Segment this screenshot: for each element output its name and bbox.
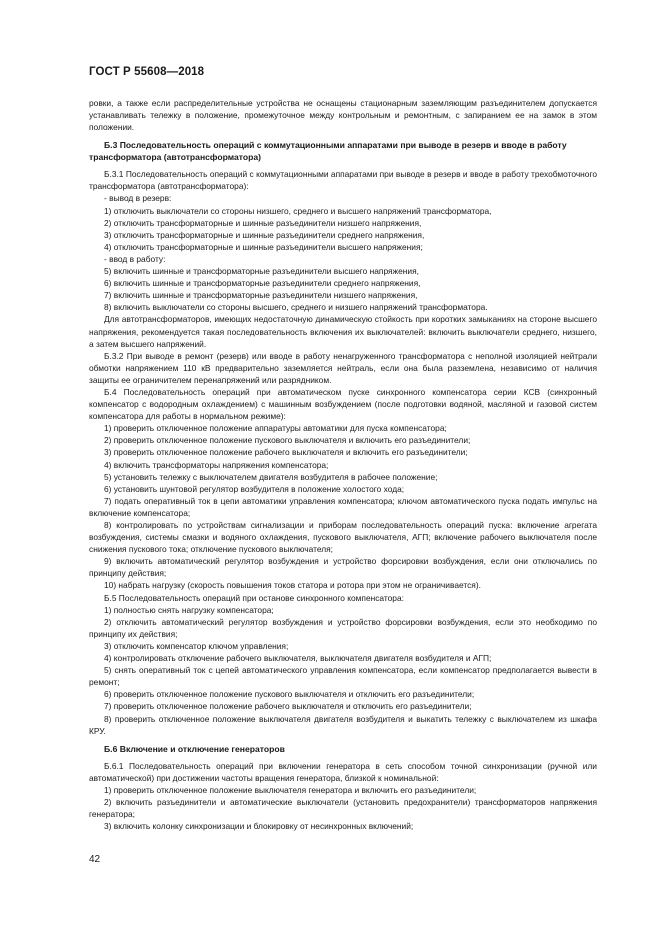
paragraph: 7) проверить отключенное положение рабочего выключателя и отключить его разъединители; [104, 701, 472, 712]
paragraph: 3) включить колонку синхронизации и блокировку от несинхронных включений; [104, 821, 414, 832]
paragraph: Б.6.1 Последовательность операций при включении генератора в сеть способом точной синхронизации (ручной или автоматической) при достижении частоты вращения генератора, близкой к номинальной: [89, 760, 597, 783]
paragraph: Б.4 Последовательность операций при автоматическом пуске синхронного компенсатора серии КСВ (синхронный компенсатор с водородным охлаждением) с машинным возбуждением (после подготовки водяной, масляной и газовой систем компенсатора для работы в нормальном режиме): [89, 386, 597, 422]
paragraph: Б.3.1 Последовательность операций с коммутационными аппаратами при выводе в резерв и вводе в работу трехобмоточного трансформатора (автотрансформатора): [89, 169, 597, 192]
paragraph: 4) включить трансформаторы напряжения компенсатора; [104, 459, 329, 470]
paragraph: 7) включить шинные и трансформаторные разъединители низшего напряжения, [104, 290, 418, 301]
paragraph: 5) снять оперативный ток с цепей автоматического управления компенсатора, если компенсатор предполагается вывести в ремонт; [89, 665, 597, 688]
paragraph: 9) включить автоматический регулятор возбуждения и устройство форсировки возбуждения, если они отключались по принципу действия; [89, 556, 597, 579]
paragraph: Б.5 Последовательность операций при останове синхронного компенсатора: [104, 592, 404, 603]
section-heading: Б.6 Включение и отключение генераторов [104, 743, 285, 754]
paragraph: 4) отключить трансформаторные и шинные разъединители высшего напряжения; [104, 241, 423, 252]
paragraph: 1) отключить выключатели со стороны низшего, среднего и высшего напряжений трансформатора, [104, 205, 492, 216]
paragraph: 1) проверить отключенное положение выключателя генератора и включить его разъединители; [104, 784, 477, 795]
paragraph: ровки, а также если распределительные устройства не оснащены стационарным заземляющим разъединителем допускается устанавливать тележку в положение, промежуточное между контрольным и ремонтным, с запиранием ее на замок в этом положении. [89, 98, 597, 133]
section-heading: Б.3 Последовательность операций с коммутационными аппаратами при выводе в резерв и вводе в работу трансформатора (автотрансформатора) [89, 140, 567, 163]
paragraph: 6) установить шунтовой регулятор возбудителя в положение холостого хода; [104, 483, 405, 494]
paragraph: Для автотрансформаторов, имеющих недостаточную динамическую стойкость при коротких замыканиях на стороне высшего напряжения, рекомендуется такая последовательность включения их выключателей: включить выключатели среднего, низшего, а затем высшего напряжений. [89, 314, 597, 349]
paragraph: 4) контролировать отключение рабочего выключателя, выключателя двигателя возбудителя и АГП; [104, 653, 492, 664]
paragraph: 1) проверить отключенное положение аппаратуры автоматики для пуска компенсатора; [104, 423, 447, 434]
paragraph: - вывод в резерв: [104, 193, 172, 204]
paragraph: 5) установить тележку с выключателем двигателя возбудителя в рабочее положение; [104, 471, 438, 482]
paragraph: 3) отключить трансформаторные и шинные разъединители среднего напряжения, [104, 229, 425, 240]
page-number: 42 [89, 854, 101, 865]
paragraph: 2) включить разъединители и автоматические выключатели (установить предохранители) трансформаторов напряжения генератора; [89, 796, 597, 820]
paragraph: 8) контролировать по устройствам сигнализации и приборам последовательность операций пуска: включение агрегата возбуждения, системы смазки и водяного охлаждения, пускового выключателя, АГП; включение рабочего выключателя после снижения пускового тока; отключение пускового выключателя; [89, 520, 597, 555]
paragraph: 2) отключить автоматический регулятор возбуждения и устройство форсировки возбуждения, если это необходимо по принципу их действия; [89, 616, 597, 639]
paragraph: 3) проверить отключенное положение рабочего выключателя и включить его разъединители; [104, 447, 468, 458]
paragraph: 3) отключить компенсатор ключом управления; [104, 640, 289, 651]
paragraph: 10) набрать нагрузку (скорость повышения токов статора и ротора при этом не ограничивается). [104, 580, 481, 591]
paragraph: Б.3.2 При выводе в ремонт (резерв) или вводе в работу ненагруженного трансформатора с неполной изоляцией нейтрали обмотки напряжением 110 кВ предварительно заземляется нейтраль, если она была разземлена, независимо от наличия защиты ее ограничителем перенапряжений или разрядником. [89, 350, 597, 385]
paragraph: 6) проверить отключенное положение пускового выключателя и отключить его разъединители; [104, 689, 475, 700]
paragraph: 1) полностью снять нагрузку компенсатора; [104, 604, 274, 615]
document-body [89, 97, 597, 832]
paragraph: 2) отключить трансформаторные и шинные разъединители низшего напряжения, [104, 217, 422, 228]
document-header: ГОСТ Р 55608—2018 [89, 66, 205, 78]
paragraph: 8) проверить отключенное положение выключателя двигателя возбудителя и выкатить тележку с выключателем из шкафа КРУ. [89, 713, 597, 736]
paragraph: 6) включить шинные и трансформаторные разъединители среднего напряжения, [104, 278, 421, 289]
paragraph: 2) проверить отключенное положение пускового выключателя и включить его разъединители; [104, 435, 471, 446]
paragraph: 5) включить шинные и трансформаторные разъединители высшего напряжения, [104, 266, 419, 277]
paragraph: 7) подать оперативный ток в цепи автоматики управления компенсатора; ключом автоматического пуска подать импульс на включение компенсатора; [89, 495, 597, 518]
paragraph: - ввод в работу: [104, 253, 166, 264]
paragraph: 8) включить выключатели со стороны высшего, среднего и низшего напряжений трансформатора. [104, 302, 488, 313]
